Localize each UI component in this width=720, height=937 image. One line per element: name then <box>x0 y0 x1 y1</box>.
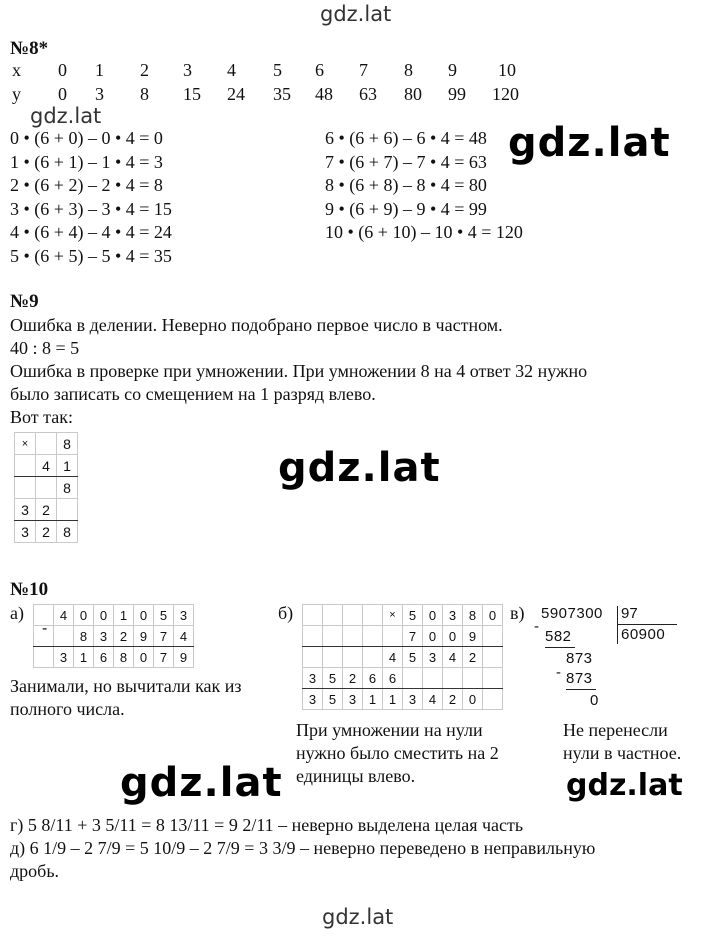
part-b-note: нужно было сместить на 2 <box>296 743 499 763</box>
grid-cell: 6 <box>94 647 114 668</box>
grid-cell <box>383 626 403 647</box>
watermark-large: gdz.lat <box>508 120 671 166</box>
grid-cell: 8 <box>57 521 78 543</box>
part-c-label: в) <box>510 603 525 623</box>
grid-cell <box>423 668 443 689</box>
grid-cell: 3 <box>54 647 74 668</box>
grid-cell: 3 <box>403 689 423 710</box>
y-value: 80 <box>404 84 422 104</box>
x-value: 3 <box>183 60 192 80</box>
watermark-medium: gdz.lat <box>566 768 683 803</box>
y-value: 8 <box>140 84 149 104</box>
task9-title: №9 <box>10 291 39 312</box>
x-value: 8 <box>404 60 413 80</box>
grid-cell <box>34 605 54 626</box>
grid-cell: 3 <box>303 668 323 689</box>
grid-cell <box>303 626 323 647</box>
task8-title: №8* <box>10 38 49 59</box>
task9-line: Вот так: <box>10 407 73 427</box>
grid-cell: 3 <box>443 605 463 626</box>
grid-cell: 3 <box>15 499 36 521</box>
equation: 4 • (6 + 4) – 4 • 4 = 24 <box>10 222 172 242</box>
grid-cell <box>343 605 363 626</box>
equation: 0 • (6 + 0) – 0 • 4 = 0 <box>10 128 163 148</box>
y-value: 35 <box>273 84 291 104</box>
grid-cell: 3 <box>423 647 443 668</box>
grid-cell <box>483 626 503 647</box>
x-value: 6 <box>315 60 324 80</box>
grid-cell <box>15 455 36 477</box>
grid-cell <box>343 626 363 647</box>
grid-cell: 0 <box>134 647 154 668</box>
part-b-note: единицы влево. <box>296 766 416 786</box>
y-value: 0 <box>58 84 67 104</box>
grid-cell <box>323 605 343 626</box>
grid-cell: × <box>383 605 403 626</box>
grid-cell <box>463 668 483 689</box>
grid-cell: 8 <box>463 605 483 626</box>
grid-cell: 4 <box>423 689 443 710</box>
y-value: 3 <box>95 84 104 104</box>
grid-cell <box>443 668 463 689</box>
grid-cell: 0 <box>423 626 443 647</box>
part-a-label: а) <box>10 603 24 623</box>
task9-line: 40 : 8 = 5 <box>10 338 80 358</box>
quotient: 60900 <box>621 626 666 643</box>
grid-cell: 3 <box>303 689 323 710</box>
y-value: 24 <box>227 84 245 104</box>
watermark-top: gdz.lat <box>320 2 392 26</box>
subtrahend-2: 873 <box>566 670 593 687</box>
part-g: г) 5 8/11 + 3 5/11 = 8 13/11 = 9 2/11 – неверно выделена целая часть <box>10 815 524 835</box>
equation: 3 • (6 + 3) – 3 • 4 = 15 <box>10 198 172 219</box>
grid-cell <box>483 647 503 668</box>
grid-cell <box>363 626 383 647</box>
grid-cell: 5 <box>154 605 174 626</box>
part-c-note: нули в частное. <box>563 743 682 763</box>
grid-cell <box>323 647 343 668</box>
grid-cell: 8 <box>114 647 134 668</box>
task9-line: Ошибка в проверке при умножении. При умножении 8 на 4 ответ 32 нужно <box>10 361 588 381</box>
grid-cell <box>363 605 383 626</box>
x-value: 9 <box>448 60 457 80</box>
grid-cell: 1 <box>363 689 383 710</box>
grid-cell: 0 <box>463 689 483 710</box>
grid-cell <box>57 499 78 521</box>
grid-cell: 9 <box>463 626 483 647</box>
grid-cell <box>15 477 36 499</box>
grid-cell: 9 <box>134 626 154 647</box>
subtrahend-1: 582 <box>545 628 572 645</box>
watermark-large: gdz.lat <box>278 445 441 491</box>
watermark-small: gdz.lat <box>30 104 102 128</box>
grid-cell <box>403 668 423 689</box>
grid-cell: 4 <box>174 626 194 647</box>
grid-cell: 0 <box>134 605 154 626</box>
long-multiplication-grid <box>302 604 503 710</box>
grid-cell: 0 <box>94 605 114 626</box>
y-label: y <box>12 84 21 104</box>
grid-cell: 8 <box>57 433 78 455</box>
partial-remainder: 873 <box>566 650 593 667</box>
equation: 10 • (6 + 10) – 10 • 4 = 120 <box>325 222 523 242</box>
grid-cell: 4 <box>383 647 403 668</box>
equation: 5 • (6 + 5) – 5 • 4 = 35 <box>10 245 172 266</box>
grid-cell: 1 <box>57 455 78 477</box>
equation: 7 • (6 + 7) – 7 • 4 = 63 <box>325 151 487 172</box>
part-b-label: б) <box>278 603 294 623</box>
grid-cell: 4 <box>443 647 463 668</box>
equation: 9 • (6 + 9) – 9 • 4 = 99 <box>325 198 487 219</box>
grid-cell: 1 <box>383 689 403 710</box>
x-value: 5 <box>273 60 282 80</box>
grid-cell <box>54 626 74 647</box>
grid-cell: 3 <box>343 689 363 710</box>
equation: 8 • (6 + 8) – 8 • 4 = 80 <box>325 175 487 195</box>
task9-line: было записать со смещением на 1 разряд влево. <box>10 384 376 404</box>
grid-cell: 4 <box>54 605 74 626</box>
grid-cell: 2 <box>443 689 463 710</box>
grid-cell: 1 <box>114 605 134 626</box>
equation: 1 • (6 + 1) – 1 • 4 = 3 <box>10 151 163 172</box>
grid-cell: 5 <box>323 668 343 689</box>
x-value: 0 <box>58 60 67 80</box>
grid-cell <box>483 668 503 689</box>
equation: 2 • (6 + 2) – 2 • 4 = 8 <box>10 175 163 195</box>
grid-cell: 7 <box>154 647 174 668</box>
grid-cell: × <box>15 433 36 455</box>
grid-cell <box>343 647 363 668</box>
grid-cell <box>483 689 503 710</box>
part-d-continued: дробь. <box>10 861 60 881</box>
grid-cell: 6 <box>363 668 383 689</box>
grid-cell: 3 <box>15 521 36 543</box>
grid-cell: 5 <box>323 689 343 710</box>
grid-cell: 0 <box>74 605 94 626</box>
grid-cell: 3 <box>174 605 194 626</box>
equation: 6 • (6 + 6) – 6 • 4 = 48 <box>325 128 487 148</box>
multiplication-grid <box>14 432 78 543</box>
grid-cell <box>34 647 54 668</box>
y-value: 120 <box>492 84 519 104</box>
grid-cell: 2 <box>343 668 363 689</box>
grid-cell: 0 <box>443 626 463 647</box>
y-value: 48 <box>315 84 333 104</box>
minus-sign: - <box>42 620 48 637</box>
grid-cell <box>303 605 323 626</box>
grid-cell: 2 <box>36 499 57 521</box>
subtraction-grid <box>33 604 194 668</box>
grid-cell: 3 <box>94 626 114 647</box>
y-value: 99 <box>448 84 466 104</box>
watermark-bottom: gdz.lat <box>322 905 394 929</box>
x-value: 10 <box>498 60 516 80</box>
y-value: 15 <box>183 84 201 104</box>
x-value: 7 <box>359 60 368 80</box>
grid-cell: 4 <box>36 455 57 477</box>
grid-cell: 7 <box>154 626 174 647</box>
grid-cell: 7 <box>403 626 423 647</box>
grid-cell <box>34 626 54 647</box>
grid-cell <box>363 647 383 668</box>
divisor: 97 <box>621 605 638 622</box>
part-b-note: При умножении на нули <box>296 720 483 740</box>
grid-cell: 5 <box>403 647 423 668</box>
x-value: 1 <box>95 60 104 80</box>
grid-cell: 2 <box>463 647 483 668</box>
grid-cell <box>36 433 57 455</box>
task9-line: Ошибка в делении. Неверно подобрано первое число в частном. <box>10 315 503 335</box>
part-d: д) 6 1/9 – 2 7/9 = 5 10/9 – 2 7/9 = 3 3/9 – неверно переведено в неправильную <box>10 838 596 858</box>
x-value: 2 <box>140 60 149 80</box>
grid-cell: 5 <box>403 605 423 626</box>
grid-cell: 0 <box>423 605 443 626</box>
grid-cell: 0 <box>483 605 503 626</box>
grid-cell: 6 <box>383 668 403 689</box>
grid-cell: 8 <box>74 626 94 647</box>
part-c-note: Не перенесли <box>563 720 668 740</box>
grid-cell: 9 <box>174 647 194 668</box>
grid-cell: 1 <box>74 647 94 668</box>
grid-cell: 8 <box>57 477 78 499</box>
grid-cell <box>323 626 343 647</box>
task10-title: №10 <box>10 579 49 600</box>
part-a-note: полного числа. <box>10 699 125 719</box>
grid-cell: 2 <box>36 521 57 543</box>
dividend: 5907300 <box>541 605 603 622</box>
grid-cell: 2 <box>114 626 134 647</box>
x-label: x <box>12 60 21 80</box>
grid-cell <box>303 647 323 668</box>
watermark-large: gdz.lat <box>120 760 283 806</box>
y-value: 63 <box>359 84 377 104</box>
remainder: 0 <box>590 692 599 709</box>
x-value: 4 <box>227 60 236 80</box>
part-a-note: Занимали, но вычитали как из <box>10 676 242 696</box>
grid-cell <box>36 477 57 499</box>
